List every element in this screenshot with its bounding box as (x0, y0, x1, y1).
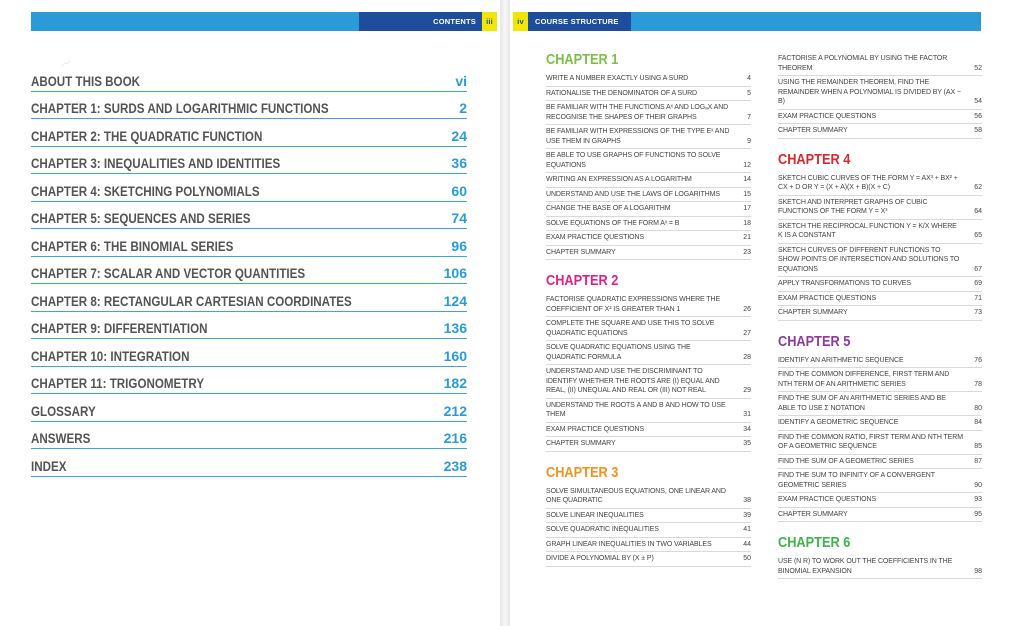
structure-item-text: CHAPTER SUMMARY (546, 440, 616, 447)
structure-item-page: 17 (743, 205, 751, 212)
structure-item[interactable] (546, 552, 751, 567)
course-structure-header-bar (513, 12, 981, 31)
chapter-block (778, 334, 982, 523)
structure-item[interactable] (546, 523, 751, 538)
structure-item-page: 80 (974, 404, 982, 412)
structure-item[interactable] (778, 354, 982, 369)
toc-entry[interactable] (31, 449, 467, 477)
structure-item-text: IDENTIFY AN ARITHMETIC SEQUENCE (778, 356, 904, 364)
toc-entry-title: CHAPTER 11: TRIGONOMETRY (31, 376, 205, 391)
structure-item-page: 38 (743, 497, 751, 504)
chapter-block (546, 52, 751, 260)
toc-entry-page: 60 (451, 182, 467, 199)
structure-item-text: BE FAMILIAR WITH EXPRESSIONS OF THE TYPE Eˣ AND USE THEM IN GRAPHS (546, 128, 730, 145)
structure-item[interactable] (778, 244, 982, 278)
structure-item-page: 26 (743, 305, 751, 313)
toc-entry-title: CHAPTER 8: RECTANGULAR CARTESIAN COORDINATES (31, 293, 352, 309)
toc-entry[interactable] (31, 202, 467, 230)
toc-entry-title: CHAPTER 3: INEQUALITIES AND IDENTITIES (31, 156, 281, 171)
structure-item-text: GRAPH LINEAR INEQUALITIES IN TWO VARIABLES (546, 540, 712, 548)
structure-item[interactable] (546, 437, 751, 452)
structure-item[interactable] (778, 196, 982, 220)
structure-item-text: CHANGE THE BASE OF A LOGARITHM (546, 205, 671, 212)
chapter-block (546, 273, 751, 452)
structure-item-text: CHAPTER SUMMARY (546, 248, 616, 256)
toc-entry-page: 160 (443, 347, 467, 364)
toc-entry-page: 106 (443, 265, 467, 281)
structure-item[interactable] (546, 365, 751, 399)
structure-item-page: 14 (743, 176, 751, 183)
structure-item[interactable] (546, 101, 751, 125)
contents-page-number: iii (482, 12, 497, 31)
structure-item-page: 9 (747, 137, 751, 145)
structure-item[interactable] (778, 124, 982, 139)
course-structure-header-tab (513, 12, 631, 31)
structure-item[interactable] (546, 87, 751, 102)
toc-entry[interactable] (31, 312, 467, 340)
structure-item-text: DIVIDE A POLYNOMIAL BY (X ± P) (546, 555, 654, 562)
structure-item-page: 50 (743, 555, 751, 562)
structure-item-text: WRITE A NUMBER EXACTLY USING A SURD (546, 75, 689, 82)
structure-item-page: 23 (743, 248, 751, 256)
structure-item-text: UNDERSTAND THE ROOTS Α AND Β AND HOW TO USE THEM (546, 401, 726, 418)
structure-item-text: SOLVE SIMULTANEOUS EQUATIONS, ONE LINEAR AND ONE QUADRATIC (546, 487, 726, 504)
structure-item-text: BE FAMILIAR WITH THE FUNCTIONS Aˣ AND LOGₐX AND RECOGNISE THE SHAPES OF THEIR GRAPHS (546, 104, 729, 121)
structure-item-text: SKETCH CUBIC CURVES OF THE FORM Y = AX³ + BX² + CX + D OR Y = (X + A)(X + B)(X + C) (778, 174, 958, 191)
structure-item-page: 62 (974, 184, 982, 191)
structure-item-text: RATIONALISE THE DENOMINATOR OF A SURD (546, 89, 697, 97)
structure-item[interactable] (778, 172, 982, 196)
chapter-heading: CHAPTER 5 (778, 333, 851, 350)
toc-entry-page: 36 (451, 155, 467, 171)
structure-item[interactable] (778, 277, 982, 292)
structure-item-text: UNDERSTAND AND USE THE DISCRIMINANT TO IDENTIFY WHETHER THE ROOTS ARE (I) EQUAL AND REAL, (II) UNEQUAL AND REAL OR (III) NOT REAL (546, 368, 720, 394)
structure-item-text: UNDERSTAND AND USE THE LAWS OF LOGARITHMS (546, 190, 720, 198)
structure-item-page: 95 (974, 510, 982, 518)
toc-entry-page: 124 (443, 292, 467, 309)
book-gutter (500, 0, 510, 626)
structure-item-text: EXAM PRACTICE QUESTIONS (778, 112, 877, 120)
structure-item-text: CHAPTER SUMMARY (778, 510, 848, 518)
structure-item-page: 18 (743, 219, 751, 227)
toc-entry[interactable] (31, 229, 467, 257)
structure-item[interactable] (546, 317, 751, 341)
structure-item-text: EXAM PRACTICE QUESTIONS (546, 234, 645, 241)
course-structure-column-1 (546, 52, 751, 580)
toc-entry-page: vi (455, 72, 467, 89)
structure-item-text: CHAPTER SUMMARY (778, 309, 848, 316)
structure-item-page: 56 (974, 112, 982, 120)
structure-item-page: 5 (747, 89, 751, 97)
chapter-heading: CHAPTER 4 (778, 151, 851, 168)
toc-entry-page: 182 (443, 375, 467, 391)
structure-item-page: 15 (743, 190, 751, 198)
toc-entry-title: CHAPTER 9: DIFFERENTIATION (31, 321, 208, 336)
toc-entry-title: ABOUT THIS BOOK (31, 73, 141, 89)
structure-item-text: COMPLETE THE SQUARE AND USE THIS TO SOLVE QUADRATIC EQUATIONS (546, 320, 715, 337)
structure-item-page: 90 (974, 481, 982, 489)
structure-item[interactable] (778, 52, 982, 76)
structure-item-page: 44 (743, 540, 751, 548)
structure-item[interactable] (546, 188, 751, 203)
toc-entry-title: CHAPTER 5: SEQUENCES AND SERIES (31, 211, 251, 226)
structure-item-page: 27 (743, 329, 751, 337)
chapter-block (778, 52, 982, 139)
toc-entry[interactable] (31, 119, 467, 147)
structure-item-text: USE (N R) TO WORK OUT THE COEFFICIENTS IN THE BINOMIAL EXPANSION (778, 558, 953, 575)
structure-item[interactable] (778, 392, 982, 416)
structure-item[interactable] (546, 509, 751, 524)
structure-item-page: 35 (743, 440, 751, 447)
structure-item[interactable] (778, 110, 982, 125)
structure-item[interactable] (778, 469, 982, 493)
toc-entry-page: 238 (443, 457, 467, 474)
toc-entry-title: CHAPTER 6: THE BINOMIAL SERIES (31, 238, 234, 254)
structure-item-page: 67 (974, 265, 982, 273)
contents-header-label: CONTENTS (433, 17, 476, 26)
structure-item[interactable] (778, 508, 982, 523)
structure-item-text: SKETCH CURVES OF DIFFERENT FUNCTIONS TO SHOW POINTS OF INTERSECTION AND SOLUTIONS TO EQUATIONS (778, 246, 960, 273)
structure-item-page: 65 (974, 232, 982, 239)
structure-item-text: FIND THE COMMON DIFFERENCE, FIRST TERM AND NTH TERM OF AN ARITHMETIC SERIES (778, 371, 950, 388)
structure-item-text: FIND THE SUM OF A GEOMETRIC SERIES (778, 457, 914, 465)
toc-entry-page: 2 (459, 100, 467, 116)
structure-item-page: 12 (743, 161, 751, 169)
structure-item-page: 54 (974, 98, 982, 105)
structure-item-page: 71 (974, 294, 982, 302)
structure-item-page: 98 (974, 567, 982, 575)
toc-entry-page: 136 (443, 320, 467, 336)
structure-item-text: BE ABLE TO USE GRAPHS OF FUNCTIONS TO SOLVE EQUATIONS (546, 152, 721, 169)
structure-item-page: 64 (974, 208, 982, 215)
course-structure-page-number: iv (513, 12, 528, 31)
toc-entry-title: CHAPTER 1: SURDS AND LOGARITHMIC FUNCTIONS (31, 101, 329, 116)
structure-item-page: 78 (974, 380, 982, 388)
structure-item-page: 4 (747, 75, 751, 82)
structure-item-text: FIND THE SUM TO INFINITY OF A CONVERGENT GEOMETRIC SERIES (778, 472, 935, 489)
structure-item-text: APPLY TRANSFORMATIONS TO CURVES (778, 280, 911, 287)
toc-entry-title: CHAPTER 10: INTEGRATION (31, 348, 190, 364)
toc-entry-page: 24 (451, 127, 467, 144)
structure-item-text: SOLVE LINEAR INEQUALITIES (546, 511, 644, 519)
structure-item-page: 87 (974, 457, 982, 465)
course-structure-header-label: COURSE STRUCTURE (535, 17, 619, 26)
toc-entry[interactable] (31, 339, 467, 367)
structure-item[interactable] (778, 292, 982, 307)
structure-item-text: USING THE REMAINDER THEOREM, FIND THE REMAINDER WHEN A POLYNOMIAL IS DIVIDED BY (AX − B) (778, 79, 961, 105)
structure-item-text: EXAM PRACTICE QUESTIONS (778, 496, 877, 503)
structure-item-page: 41 (743, 526, 751, 533)
structure-item[interactable] (778, 76, 982, 110)
toc-entry[interactable] (31, 367, 467, 395)
structure-item-text: IDENTIFY A GEOMETRIC SEQUENCE (778, 419, 899, 426)
structure-item-text: CHAPTER SUMMARY (778, 127, 848, 134)
structure-item-page: 29 (743, 387, 751, 394)
chapter-block (546, 465, 751, 567)
toc-entry-title: CHAPTER 2: THE QUADRATIC FUNCTION (31, 128, 263, 144)
structure-item[interactable] (546, 217, 751, 232)
structure-item-text: FIND THE SUM OF AN ARITHMETIC SERIES AND BE ABLE TO USE Σ NOTATION (778, 395, 946, 412)
chapter-block (778, 152, 982, 321)
structure-item[interactable] (546, 125, 751, 149)
structure-item-page: 21 (743, 234, 751, 241)
structure-item-text: SOLVE QUADRATIC EQUATIONS USING THE QUADRATIC FORMULA (546, 344, 691, 361)
structure-item[interactable] (778, 368, 982, 392)
structure-item[interactable] (778, 431, 982, 455)
structure-item[interactable] (546, 173, 751, 188)
structure-item[interactable] (778, 220, 982, 244)
structure-item-text: SKETCH THE RECIPROCAL FUNCTION Y = K/X WHERE K IS A CONSTANT (778, 222, 957, 239)
contents-header-bar (31, 12, 497, 31)
structure-item-text: SOLVE QUADRATIC INEQUALITIES (546, 526, 659, 533)
structure-item[interactable] (546, 72, 751, 87)
toc-entry-title: CHAPTER 4: SKETCHING POLYNOMIALS (31, 183, 260, 199)
structure-item-text: SOLVE EQUATIONS OF THE FORM Aˣ = B (546, 219, 680, 227)
structure-item[interactable] (546, 246, 751, 261)
chapter-block (778, 535, 982, 579)
toc-entry-title: ANSWERS (31, 431, 91, 446)
structure-item[interactable] (546, 149, 751, 173)
structure-item-text: EXAM PRACTICE QUESTIONS (778, 294, 877, 302)
structure-item-text: FACTORISE QUADRATIC EXPRESSIONS WHERE THE COEFFICIENT OF X² IS GREATER THAN 1 (546, 296, 721, 313)
toc-entry[interactable] (31, 422, 467, 450)
structure-item[interactable] (546, 231, 751, 246)
structure-item-page: 73 (974, 309, 982, 316)
toc-entry-page: 216 (443, 430, 467, 446)
structure-item-page: 34 (743, 425, 751, 433)
structure-item-page: 7 (747, 113, 751, 121)
structure-item[interactable] (546, 202, 751, 217)
chapter-heading: CHAPTER 1 (546, 52, 619, 68)
chapter-heading: CHAPTER 6 (778, 535, 851, 551)
structure-item[interactable] (778, 306, 982, 321)
structure-item-text: FIND THE COMMON RATIO, FIRST TERM AND NTH TERM OF A GEOMETRIC SEQUENCE (778, 433, 963, 450)
structure-item-page: 58 (974, 127, 982, 134)
course-structure-column-2 (778, 52, 982, 592)
structure-item[interactable] (546, 293, 751, 317)
structure-item[interactable] (546, 399, 751, 423)
toc-entry-title: INDEX (31, 458, 67, 474)
structure-item-page: 28 (743, 353, 751, 361)
structure-item[interactable] (546, 538, 751, 553)
structure-item[interactable] (778, 493, 982, 508)
structure-item[interactable] (778, 555, 982, 579)
toc-entry-title: CHAPTER 7: SCALAR AND VECTOR QUANTITIES (31, 266, 306, 281)
structure-item-page: 31 (743, 411, 751, 418)
toc-entry[interactable] (31, 394, 467, 422)
structure-item-page: 39 (743, 511, 751, 519)
structure-item[interactable] (778, 455, 982, 470)
toc-entry-page: 96 (451, 237, 467, 254)
toc-entry[interactable] (31, 174, 467, 202)
structure-item-page: 85 (974, 443, 982, 450)
toc-entry-title: GLOSSARY (31, 403, 96, 419)
toc-entry-page: 212 (443, 402, 467, 419)
structure-item-page: 52 (974, 64, 982, 72)
toc-entry[interactable] (31, 92, 467, 120)
structure-item-text: EXAM PRACTICE QUESTIONS (546, 425, 645, 433)
structure-item-page: 84 (974, 419, 982, 426)
structure-item[interactable] (546, 423, 751, 438)
toc-entry[interactable] (31, 64, 467, 92)
structure-item[interactable] (546, 485, 751, 509)
structure-item-text: FACTORISE A POLYNOMIAL BY USING THE FACTOR THEOREM (778, 55, 948, 72)
toc-entry-page: 74 (451, 210, 467, 226)
structure-item-page: 93 (974, 496, 982, 503)
structure-item-page: 69 (974, 280, 982, 287)
structure-item[interactable] (546, 341, 751, 365)
structure-item-text: WRITING AN EXPRESSION AS A LOGARITHM (546, 176, 692, 183)
toc-entry[interactable] (31, 257, 467, 285)
table-of-contents (31, 64, 467, 477)
structure-item-text: SKETCH AND INTERPRET GRAPHS OF CUBIC FUNCTIONS OF THE FORM Y = X³ (778, 198, 928, 215)
chapter-heading: CHAPTER 3 (546, 464, 619, 481)
toc-entry[interactable] (31, 147, 467, 175)
chapter-heading: CHAPTER 2 (546, 273, 619, 289)
structure-item-page: 76 (974, 356, 982, 364)
toc-entry[interactable] (31, 284, 467, 312)
contents-header-tab (359, 12, 497, 31)
structure-item[interactable] (778, 416, 982, 431)
